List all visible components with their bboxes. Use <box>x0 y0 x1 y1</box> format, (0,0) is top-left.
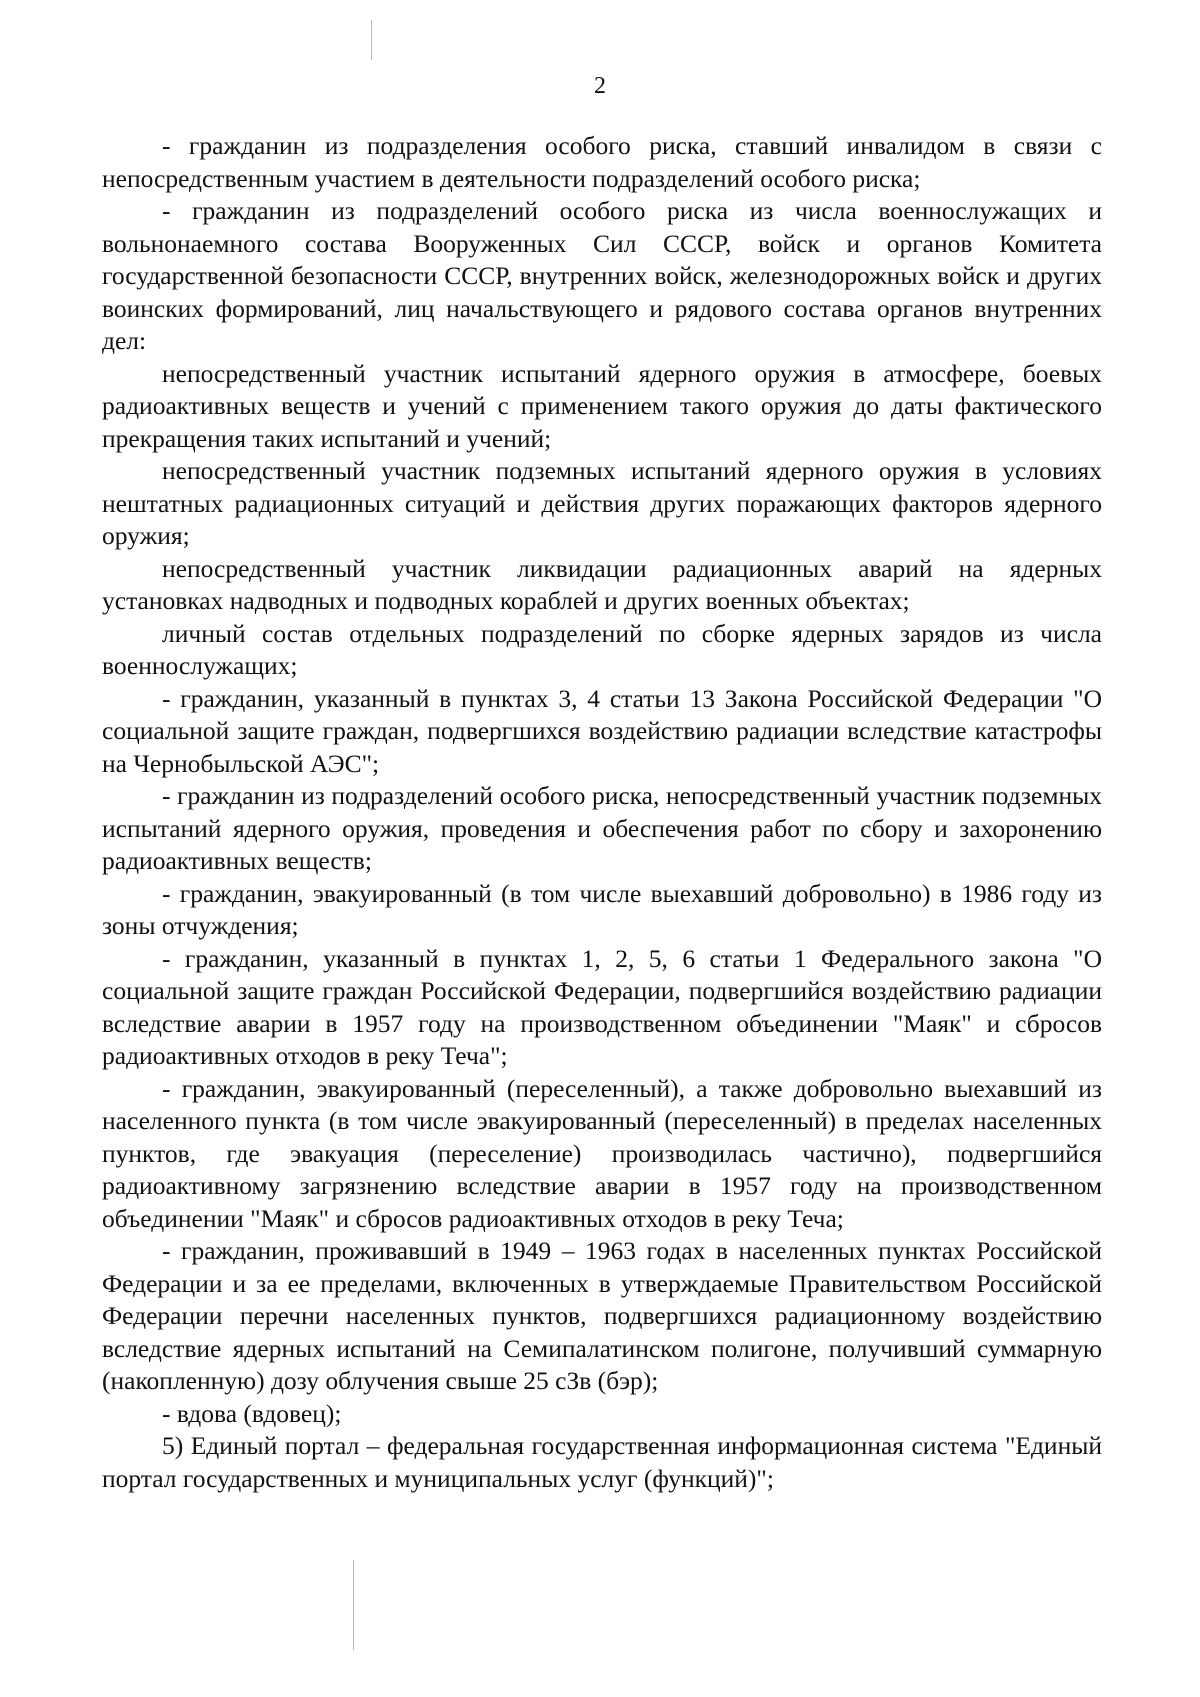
paragraph: - гражданин из подразделения особого риска, ставший инвалидом в связи с непосредственным участием в деятельности подразделений особого риска; <box>102 131 1102 193</box>
paragraph: непосредственный участник ликвидации радиационных аварий на ядерных установках надводных и подводных кораблей и других военных объектах; <box>102 553 1102 615</box>
paragraph: - гражданин, проживавший в 1949 – 1963 годах в населенных пунктах Российской Федерации и за ее пределами, включенных в утверждаемые Правительством Российской Федерации перечни населенных пунктов, подвергшихся радиационному воздействию вследствие ядерных испытаний на Семипалатинском полигоне, получивший суммарную (накопленную) дозу облучения свыше 25 сЗв (бэр); <box>102 1236 1102 1395</box>
scan-artifact-bottom <box>353 1560 354 1650</box>
paragraph: 5) Единый портал – федеральная государственная информационная система "Единый портал государственных и муниципальных услуг (функций)"; <box>102 1431 1102 1493</box>
page-number: 2 <box>594 73 606 99</box>
document-body <box>102 130 1102 1495</box>
paragraph: - гражданин из подразделений особого риска, непосредственный участник подземных испытаний ядерного оружия, проведения и обеспечения работ по сбору и захоронению радиоактивных веществ; <box>102 781 1102 875</box>
paragraph: - гражданин, эвакуированный (в том числе выехавший добровольно) в 1986 году из зоны отчуждения; <box>102 878 1102 940</box>
scan-artifact-top <box>371 20 372 60</box>
paragraph: непосредственный участник испытаний ядерного оружия в атмосфере, боевых радиоактивных веществ и учений с применением такого оружия до даты фактического прекращения таких испытаний и учений; <box>102 358 1102 453</box>
paragraph: личный состав отдельных подразделений по сборке ядерных зарядов из числа военнослужащих; <box>102 618 1102 680</box>
paragraph: - гражданин из подразделений особого риска из числа военнослужащих и вольнонаемного состава Вооруженных Сил СССР, войск и органов Комитета государственной безопасности СССР, внутренних войск, железнодорожных войск и других воинских формирований, лиц начальствующего и рядового состава органов внутренних дел: <box>102 196 1102 355</box>
paragraph: - гражданин, указанный в пунктах 1, 2, 5, 6 статьи 1 Федерального закона "О социальной защите граждан Российской Федерации, подвергшийся воздействию радиации вследствие аварии в 1957 году на производственном объединении "Маяк" и сбросов радиоактивных отходов в реку Теча"; <box>102 943 1102 1070</box>
paragraph: - гражданин, эвакуированный (переселенный), а также добровольно выехавший из населенного пункта (в том числе эвакуированный (переселенный) в пределах населенных пунктов, где эвакуация (переселение) производилась частично), подвергшийся радиоактивному загрязнению вследствие аварии в 1957 году на производственном объединении "Маяк" и сбросов радиоактивных отходов в реку Теча; <box>102 1073 1102 1233</box>
paragraph: непосредственный участник подземных испытаний ядерного оружия в условиях нештатных радиационных ситуаций и действия других поражающих факторов ядерного оружия; <box>102 456 1102 550</box>
paragraph: - гражданин, указанный в пунктах 3, 4 статьи 13 Закона Российской Федерации "О социальной защите граждан, подвергшихся воздействию радиации вследствие катастрофы на Чернобыльской АЭС"; <box>102 683 1102 778</box>
paragraph: - вдова (вдовец); <box>162 1398 342 1428</box>
